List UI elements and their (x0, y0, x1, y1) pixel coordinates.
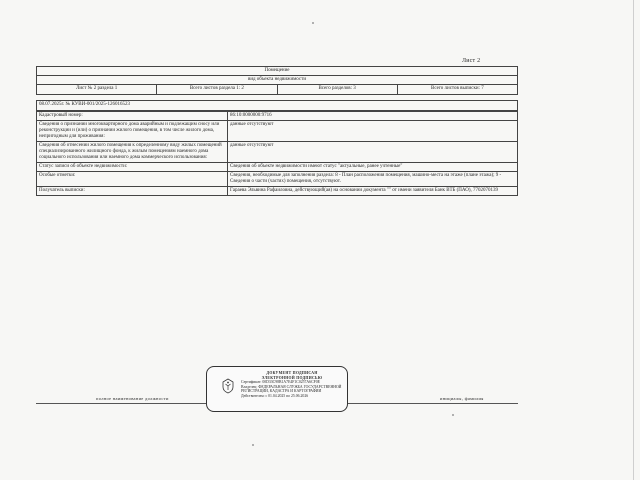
row-value: данные отсутствуют (228, 142, 518, 163)
extract-sheet (36, 66, 518, 196)
row-value: 86:10:0000000:9716 (228, 112, 518, 121)
position-caption: полное наименование должности (96, 396, 169, 401)
stamp-subtitle: ЭЛЕКТРОННОЙ ПОДПИСЬЮ (261, 375, 323, 380)
header-table (36, 66, 518, 111)
table-row (37, 142, 518, 163)
table-row (37, 121, 518, 142)
object-title: Помещение (37, 67, 518, 76)
sheet-number: Лист 2 (462, 58, 481, 64)
scan-edge (633, 0, 634, 480)
details-table (36, 111, 518, 196)
table-row (37, 163, 518, 172)
total-sheets-section: Всего листов раздела 1: 2 (157, 85, 277, 95)
row-value: Сведения, необходимые для заполнения раздела: 8 - План расположения помещения, машино-места на этаже (плане этажа); 9 - Сведения о части (частях) помещения, отсутствуют. (228, 172, 518, 187)
stamp-title: ДОКУМЕНТ ПОДПИСАН (266, 371, 318, 375)
total-sections: Всего разделов: 3 (277, 85, 397, 95)
row-label: Кадастровый номер: (37, 112, 228, 121)
date-and-number: 08.07.2025г. № КУВИ-001/2025-126016523 (37, 101, 518, 111)
stamp-text (241, 371, 343, 399)
emblem-icon (221, 378, 235, 394)
stamp-line: Действителен: с 01.04.2025 по 25.06.2026 (241, 393, 309, 398)
table-row (37, 112, 518, 121)
scan-speck (252, 444, 254, 446)
object-subtitle: вид объекта недвижимости (37, 76, 518, 85)
stamp-line: Сертификат: 00D33C98B1A7E4F1C0257A6CF0E (241, 380, 320, 385)
row-value: данные отсутствуют (228, 121, 518, 142)
table-row (37, 187, 518, 196)
scan-speck (312, 22, 314, 24)
row-label: Сведения об отнесении жилого помещения к определенному виду жилых помещений специализированного жилищного фонда, к жилым помещениям наемного дома социального использования или наемного дома коммерческого использования: (37, 142, 228, 163)
scan-speck (452, 414, 454, 416)
table-row (37, 172, 518, 187)
sheet-of-section: Лист № 2 раздела 1 (37, 85, 157, 95)
total-sheets-extract: Всего листов выписки: 7 (397, 85, 517, 95)
row-label: Особые отметки: (37, 172, 228, 187)
stamp-line: РЕГИСТРАЦИИ, КАДАСТРА И КАРТОГРАФИИ (241, 389, 322, 394)
row-label: Получатель выписки: (37, 187, 228, 196)
row-value: Сведения об объекте недвижимости имеют статус "актуальные, ранее учтенные" (228, 163, 518, 172)
electronic-signature-stamp (206, 366, 348, 412)
row-label: Сведения о признании многоквартирного дома аварийным и подлежащим сносу или реконструкции и (или) о признании жилого помещения, в том числе жилого дома, непригодным для проживания: (37, 121, 228, 142)
name-caption: инициалы, фамилия (440, 396, 484, 401)
row-label: Статус записи об объекте недвижимости: (37, 163, 228, 172)
stamp-line: Владелец: ФЕДЕРАЛЬНАЯ СЛУЖБА ГОСУДАРСТВЕННОЙ (241, 384, 342, 389)
row-value: Гараева Эльвина Рафаиловна, действующий(ая) на основании документа "" от имени заявителя Банк ВТБ (ПАО), 7702070139 (228, 187, 518, 196)
